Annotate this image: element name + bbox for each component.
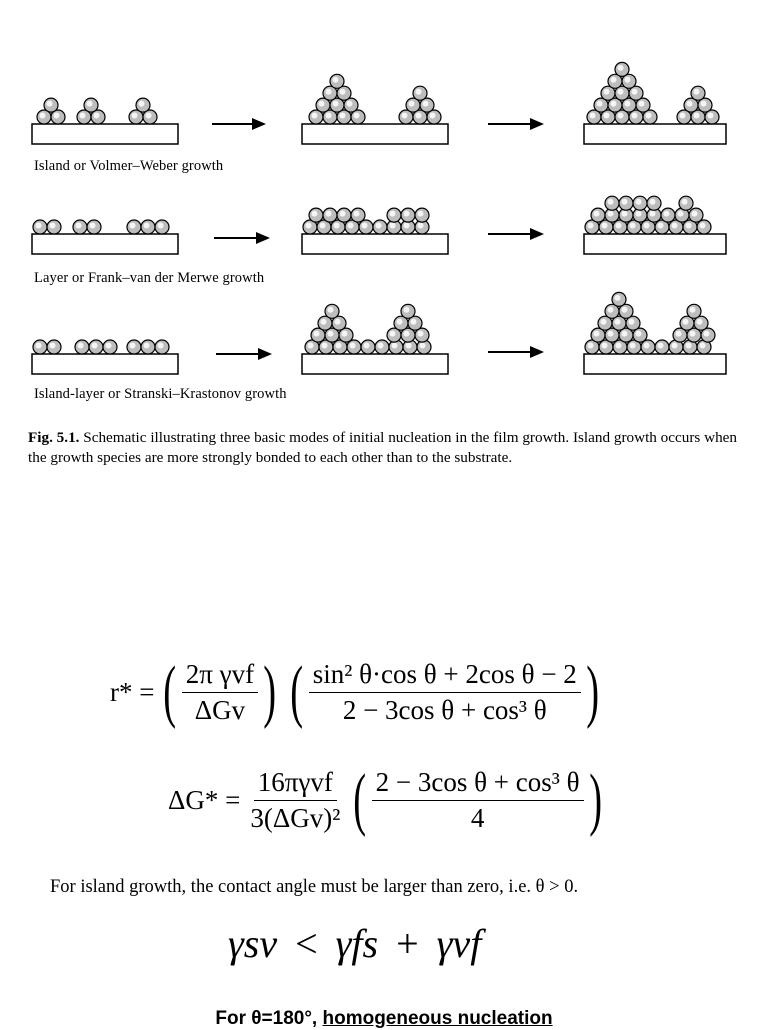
eq1-lhs: r* = xyxy=(110,676,155,707)
surface-energy-inequality xyxy=(228,920,481,967)
mode-1-diagram xyxy=(0,70,768,150)
caption-prefix: Fig. 5.1. xyxy=(28,429,80,446)
substrate xyxy=(32,354,178,374)
eq2-lhs: ΔG* = xyxy=(168,784,241,815)
substrate xyxy=(584,124,726,144)
substrate xyxy=(584,354,726,374)
gamma-op-plus: + xyxy=(396,921,419,966)
substrate xyxy=(584,234,726,254)
equation-delta-g-star: ΔG* = $\frac{\text{16πγvf}}{\text{3(ΔGv)²}}$ ( $\frac{\text{2 − 3cos θ + cos³ θ}}{4}$ ) xyxy=(168,761,602,838)
final-prefix: For θ=180°, xyxy=(215,1008,323,1029)
eq1-factor1-num: 2π γvf xyxy=(182,659,258,693)
eq2-factor1-den: 3(ΔGv)² xyxy=(250,802,341,833)
substrate xyxy=(302,234,448,254)
eq1-factor2-num: sin² θ·cos θ + 2cos θ − 2 xyxy=(309,659,581,693)
equation-r-star: r* = ( $\frac{\text{2π γvf}}{\text{ΔGv}}$ ) ( $\frac{\text{sin² θ·cos θ + 2cos θ − 2}}{\text{2 − 3cos θ + cos³ θ}}$ ) xyxy=(110,653,599,730)
substrate xyxy=(32,234,178,254)
final-underlined: homogeneous nucleation xyxy=(322,1008,553,1029)
mode-1-label: Island or Volmer–Weber growth xyxy=(34,158,224,174)
gamma-fs: γfs xyxy=(335,921,379,966)
homogeneous-nucleation-note xyxy=(0,1008,768,1030)
gamma-sv: γsv xyxy=(228,921,278,966)
contact-angle-note: For island growth, the contact angle must be larger than zero, i.e. θ > 0. xyxy=(50,877,579,897)
gamma-vf: γvf xyxy=(436,921,482,966)
figure-caption xyxy=(28,428,744,468)
mode-3-diagram xyxy=(0,300,768,380)
mode-3-label: Island-layer or Stranski–Krastonov growth xyxy=(34,386,287,402)
eq1-factor2-den: 2 − 3cos θ + cos³ θ xyxy=(342,694,547,725)
eq1-factor1-den: ΔGv xyxy=(194,694,246,725)
eq2-factor2-den: 4 xyxy=(470,802,485,833)
eq2-factor1-num: 16πγvf xyxy=(254,767,337,801)
gamma-op-less: < xyxy=(295,921,318,966)
eq2-factor2-num: 2 − 3cos θ + cos³ θ xyxy=(372,767,584,801)
caption-text: Schematic illustrating three basic modes of initial nucleation in the film growth. Island growth occurs when the growth species are more strongly bonded to each other than to the substrate. xyxy=(28,429,738,466)
substrate xyxy=(302,124,448,144)
substrate xyxy=(32,124,178,144)
mode-2-label: Layer or Frank–van der Merwe growth xyxy=(34,270,265,286)
mode-2-diagram xyxy=(0,190,768,260)
substrate xyxy=(302,354,448,374)
